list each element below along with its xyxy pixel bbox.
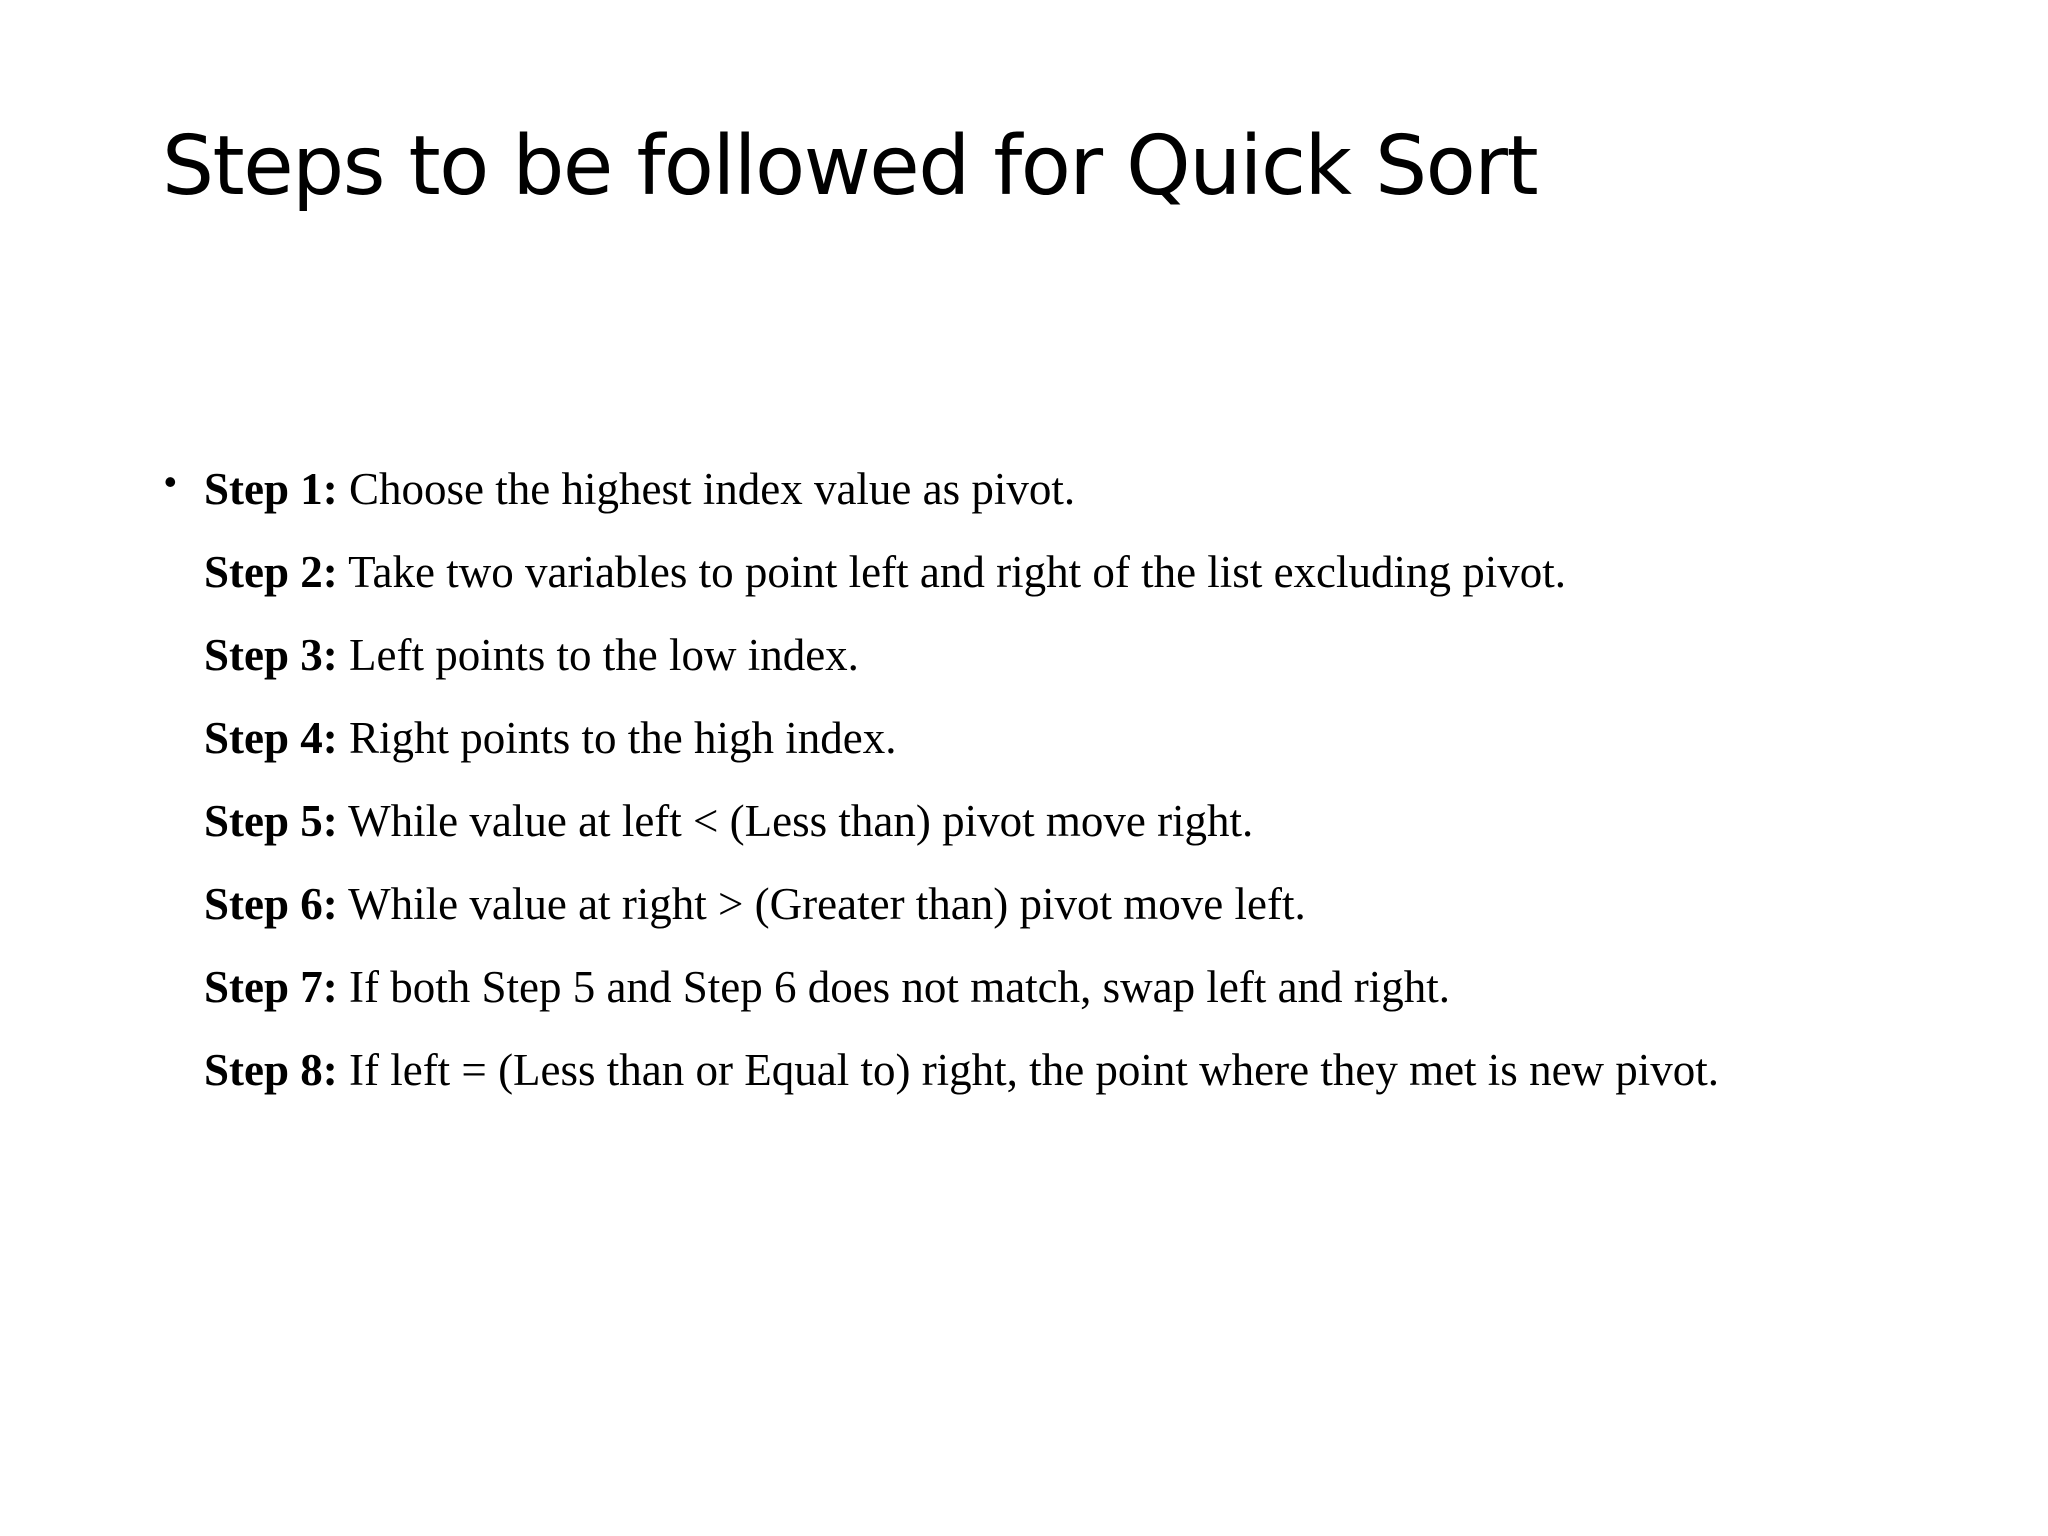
step-label: Step 2: (204, 547, 338, 597)
step-label: Step 6: (204, 879, 338, 929)
step-item (162, 614, 1962, 697)
step-label: Step 4: (204, 713, 338, 763)
step-item (162, 1029, 1962, 1112)
slide-title: Steps to be followed for Quick Sort (162, 119, 1538, 214)
step-text: If left = (Less than or Equal to) right, the point where they met is new pivot. (337, 1045, 1720, 1095)
step-item (162, 946, 1962, 1029)
step-text: While value at right > (Greater than) pivot move left. (337, 879, 1306, 929)
step-item (162, 448, 1962, 531)
step-text: Take two variables to point left and right of the list excluding pivot. (337, 547, 1567, 597)
steps-list (162, 448, 1962, 1112)
step-text: Choose the highest index value as pivot. (337, 464, 1076, 514)
step-text: Left points to the low index. (337, 630, 859, 680)
step-item (162, 780, 1962, 863)
step-item (162, 697, 1962, 780)
step-label: Step 8: (204, 1045, 338, 1095)
bullet-icon: • (164, 461, 177, 502)
step-item (162, 863, 1962, 946)
step-label: Step 3: (204, 630, 338, 680)
step-text: While value at left < (Less than) pivot move right. (337, 796, 1254, 846)
step-text: Right points to the high index. (337, 713, 897, 763)
step-label: Step 7: (204, 962, 338, 1012)
step-text: If both Step 5 and Step 6 does not match, swap left and right. (337, 962, 1451, 1012)
step-label: Step 5: (204, 796, 338, 846)
step-label: Step 1: (204, 464, 338, 514)
step-item (162, 531, 1962, 614)
